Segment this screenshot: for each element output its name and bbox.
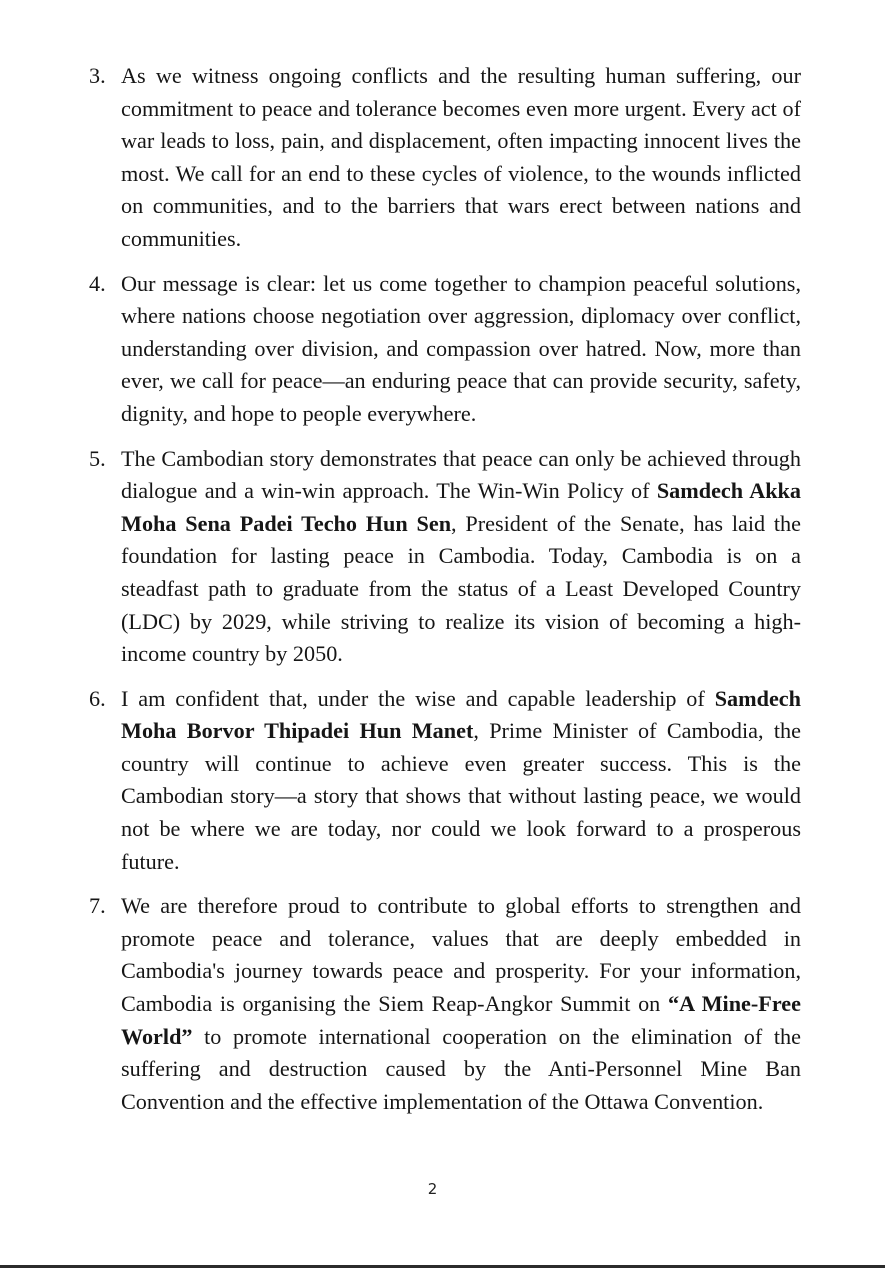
paragraph-text-start: I am confident that, under the wise and capable leadership of — [121, 685, 715, 711]
paragraph-number: 3. — [89, 63, 106, 88]
paragraph-text-start: The Cambodian story demonstrates that peace can only be achieved through dialogue and a win-win approach. The Win-Win Policy of — [121, 445, 801, 504]
paragraph-number: 7. — [89, 893, 106, 919]
bottom-divider — [0, 1265, 885, 1268]
paragraph-number: 6. — [89, 685, 106, 711]
paragraph-text-start: We are therefore proud to contribute to global efforts to strengthen and promote peace and tolerance, values that are deeply embedded in Cambodia's journey towards peace and prosperity. For your information, Cambodia is organising the Siem Reap-Angkor Summit on — [121, 893, 801, 1017]
paragraph-number: 4. — [89, 270, 106, 296]
paragraph-number: 5. — [89, 445, 106, 471]
numbered-paragraph-list — [89, 60, 801, 1130]
paragraph-text: Our message is clear: let us come together to champion peaceful solutions, where nations choose negotiation over aggression, diplomacy over conflict, understanding over division, and compassion over hatred. Now, more than ever, we call for peace—an enduring peace that can provide security, safety, dignity, and hope to people everywhere. — [121, 270, 801, 426]
paragraph-7 — [89, 890, 801, 1118]
page-number: 2 — [427, 1180, 438, 1198]
paragraph-text-end: , Prime Minister of Cambodia, the country will continue to achieve even greater success. This is the Cambodian story—a story that shows that without lasting peace, we would not be where we are today, nor could we look forward to a prosperous future. — [121, 718, 801, 874]
paragraph-6 — [89, 683, 801, 879]
paragraph-text-end: , President of the Senate, has laid the foundation for lasting peace in Cambodia. Today, Cambodia is on a steadfast path to graduate from the status of a Least Developed Country (LDC) by 2029, while striving to realize its vision of becoming a high-income country by 2050. — [121, 510, 801, 667]
paragraph-3 — [89, 60, 801, 256]
paragraph-text-end: to promote international cooperation on the elimination of the suffering and destruction caused by the Anti-Personnel Mine Ban Convention and the effective implementation of the Ottawa Convention. — [121, 1023, 801, 1114]
paragraph-5 — [89, 443, 801, 671]
paragraph-4 — [89, 268, 801, 431]
bold-name-hun-sen: Samdech Akka Moha Sena Padei Techo Hun Sen — [121, 478, 801, 536]
bold-summit-title: “A Mine-Free World” — [121, 991, 801, 1049]
paragraph-text: As we witness ongoing conflicts and the resulting human suffering, our commitment to peace and tolerance becomes even more urgent. Every act of war leads to loss, pain, and displacement, often impacting innocent lives the most. We call for an end to these cycles of violence, to the wounds inflicted on communities, and to the barriers that wars erect between nations and communities. — [121, 63, 801, 251]
bold-name-hun-manet: Samdech Moha Borvor Thipadei Hun Manet — [121, 685, 801, 744]
